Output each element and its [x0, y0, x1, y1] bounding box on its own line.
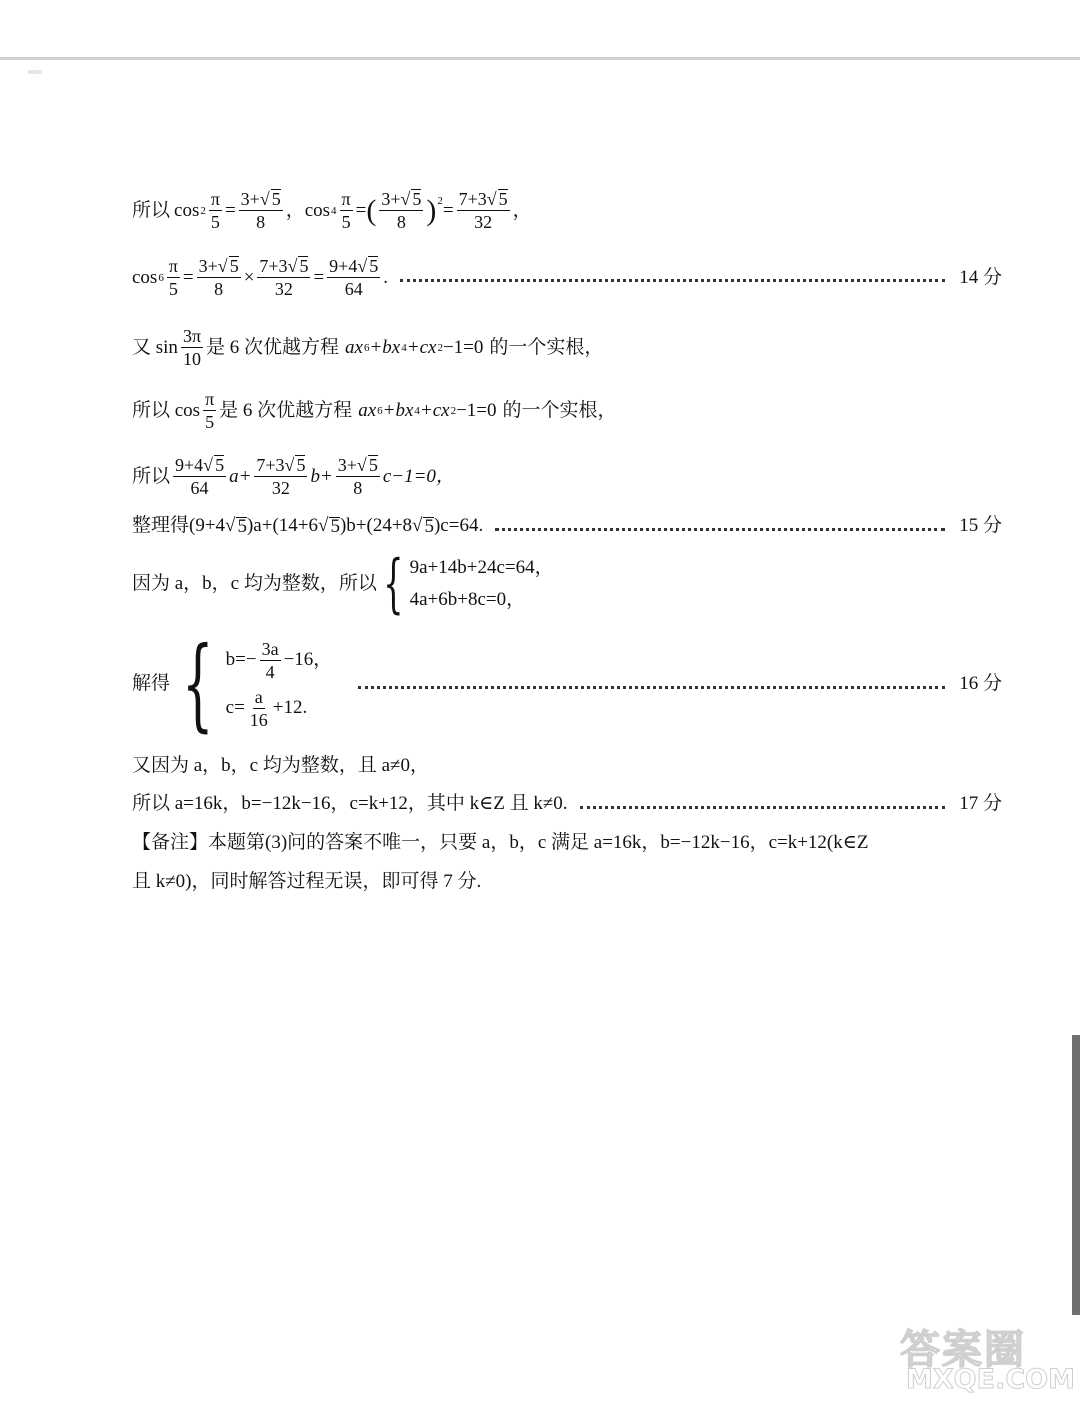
top-rule	[0, 57, 1080, 60]
fraction: $\frac{a}{16}$	[249, 687, 268, 731]
line-note: 【备注】本题第(3)问的答案不唯一，只要 a，b，c 满足 a=16k，b=−12k−16，c=k+12(k∈Z	[132, 832, 869, 853]
fraction: $\frac{\pi}{5}$	[210, 189, 220, 232]
line-cos6: cos 6 $\frac{\pi}{5}$ = $\frac{3+√ 5}{8}$ × $\frac{7+3√ 5}{32}$ = $\frac{9+4√ 5}{64}$ . 14 分	[132, 256, 1002, 299]
fraction: $\frac{\pi}{5}$	[341, 189, 351, 232]
fraction: $\frac{3+√ 5}{8}$	[240, 189, 281, 232]
fraction: $\frac{\pi}{5}$	[168, 256, 178, 299]
fraction: $\frac{3+√ 5}{8}$	[198, 256, 239, 299]
right-edge-strip	[1072, 1035, 1080, 1315]
line-note-continued: 且 k≠0)，同时解答过程无误，即可得 7 分.	[132, 871, 482, 892]
score-label: 15 分	[959, 515, 1002, 536]
fraction: $\frac{3a}{4}$	[261, 639, 279, 683]
watermark-brand: 答案圈	[900, 1327, 1026, 1373]
score-label: 14 分	[959, 266, 1002, 288]
left-brace: {	[383, 547, 404, 621]
text: 所以	[132, 199, 171, 221]
equation-system: 9a+14b+24c=64， 4a+6b+8c=0，	[409, 557, 554, 610]
fraction: $\frac{9+4√ 5}{64}$	[175, 455, 225, 498]
fraction: $\frac{9+4√ 5}{64}$	[329, 256, 379, 299]
fraction: $\frac{3+√ 5}{8}$	[337, 455, 378, 498]
score-leader-dots	[358, 686, 945, 689]
watermark-url: MXQE.COM	[906, 1364, 1075, 1395]
left-brace: {	[181, 625, 214, 742]
cos-text: cos	[174, 199, 200, 221]
line-nonzero: 又因为 a，b，c 均为整数，且 a≠0，	[132, 755, 429, 776]
fraction: $\frac{3\pi}{10}$	[182, 326, 202, 369]
line-solve-system: 解得 { b=− $\frac{3a}{4}$ −16， c= $\frac{a}{16}$ +12. 16 分	[132, 625, 1002, 742]
score-label: 16 分	[959, 673, 1002, 694]
score-leader-dots	[495, 528, 945, 531]
score-leader-dots	[580, 806, 946, 809]
fraction: $\frac{\pi}{5}$	[205, 389, 215, 432]
line-integer-system: 因为 a，b，c 均为整数，所以 { 9a+14b+24c=64， 4a+6b+8c=0，	[132, 547, 554, 621]
line-substitution: 所以 $\frac{9+4√ 5}{64}$ a+ $\frac{7+3√ 5}{32}$ b+ $\frac{3+√ 5}{8}$ c−1=0，	[132, 455, 455, 498]
score-label: 17 分	[959, 793, 1002, 814]
line-cos2-cos4: 所以 cos 2 $\frac{\pi}{5}$ = $\frac{3+√ 5}{8}$ ， cos 4 $\frac{\pi}{5}$ = ( $\frac{3+√ 5}{8}$ ) 2 = $\frac{7+3√ 5}{32}$ ，	[132, 189, 532, 232]
fraction: $\frac{7+3√ 5}{32}$	[256, 455, 306, 498]
fraction: $\frac{3+√ 5}{8}$	[381, 189, 422, 232]
line-sin-root: 又 sin $\frac{3\pi}{10}$ 是 6 次优越方程 ax 6 +bx 4 +cx 2 −1=0 的一个实根，	[132, 326, 604, 369]
line-final-answer: 所以 a=16k，b=−12k−16，c=k+12，其中 k∈Z 且 k≠0. 17 分	[132, 790, 1002, 818]
line-cos-root: 所以 cos $\frac{\pi}{5}$ 是 6 次优越方程 ax 6 +bx 4 +cx 2 −1=0 的一个实根，	[132, 389, 617, 432]
fraction: $\frac{7+3√ 5}{32}$	[259, 256, 309, 299]
score-leader-dots	[400, 279, 945, 282]
corner-mark	[28, 70, 42, 74]
fraction: $\frac{7+3√ 5}{32}$	[458, 189, 508, 232]
watermark	[900, 1318, 1075, 1398]
equation-system: b=− $\frac{3a}{4}$ −16， c= $\frac{a}{16}$ +12.	[225, 639, 333, 731]
line-simplify: 整理得(9+4 √ 5 )a+(14+6 √ 5 )b+(24+8 √ 5 )c=64. 15 分	[132, 512, 1002, 540]
